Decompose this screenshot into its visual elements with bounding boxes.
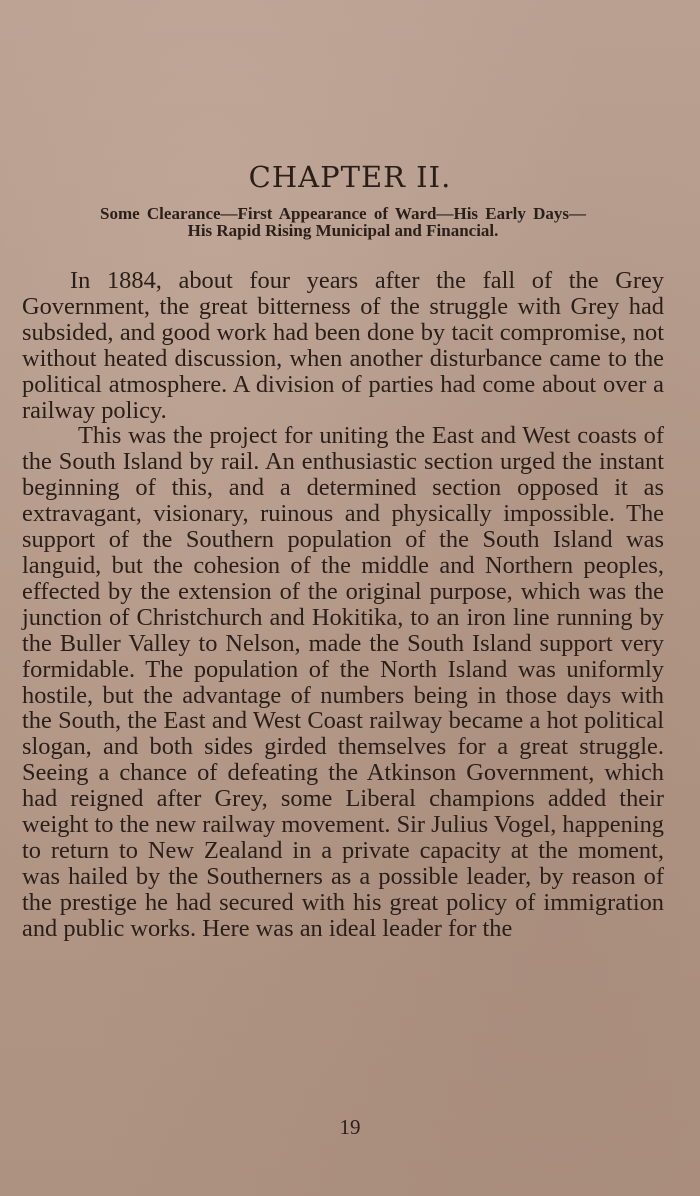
paragraph-2: This was the project for uniting the East and West coasts of the South Island by rail. An enthusiastic section urged the instant beginning of this, and a determined section opposed it as extravagant, visionary, ruinous and physically impossible. The support of the Southern population of the South Island was languid, but the cohesion of the middle and Northern peoples, effected by the extension of the original purpose, which was the junction of Christchurch and Hokitika, to an iron line running by the Buller Valley to Nelson, made the South Island support very formidable. The population of the North Island was uniformly hostile, but the advantage of numbers being in those days with the South, the East and West Coast railway became a hot political slogan, and both sides girded themselves for a great struggle. Seeing a chance of defeating the Atkinson Government, which had reigned after Grey, some Liberal champions added their weight to the new railway movement. Sir Julius Vogel, happening to return to New Zealand in a private capacity at the moment, was hailed by the Southerners as a possible leader, by reason of the prestige he had secured with his great policy of immigration and public works. Here was an ideal leader for the <box>22 422 664 942</box>
page-number: 19 <box>339 1115 361 1139</box>
chapter-title: CHAPTER II. <box>248 160 452 194</box>
body-text <box>22 268 664 942</box>
paragraph-1: In 1884, about four years after the fall of the Grey Government, the great bitterness of the struggle with Grey had subsided, and good work had been done by tacit compromise, not without heated discussion, when another disturbance came to the political atmosphere. A division of parties had come about over a railway policy. <box>22 267 664 424</box>
chapter-synopsis: Some Clearance—First Appearance of Ward—His Early Days—His Rapid Rising Municipal and Financial. <box>100 204 586 240</box>
